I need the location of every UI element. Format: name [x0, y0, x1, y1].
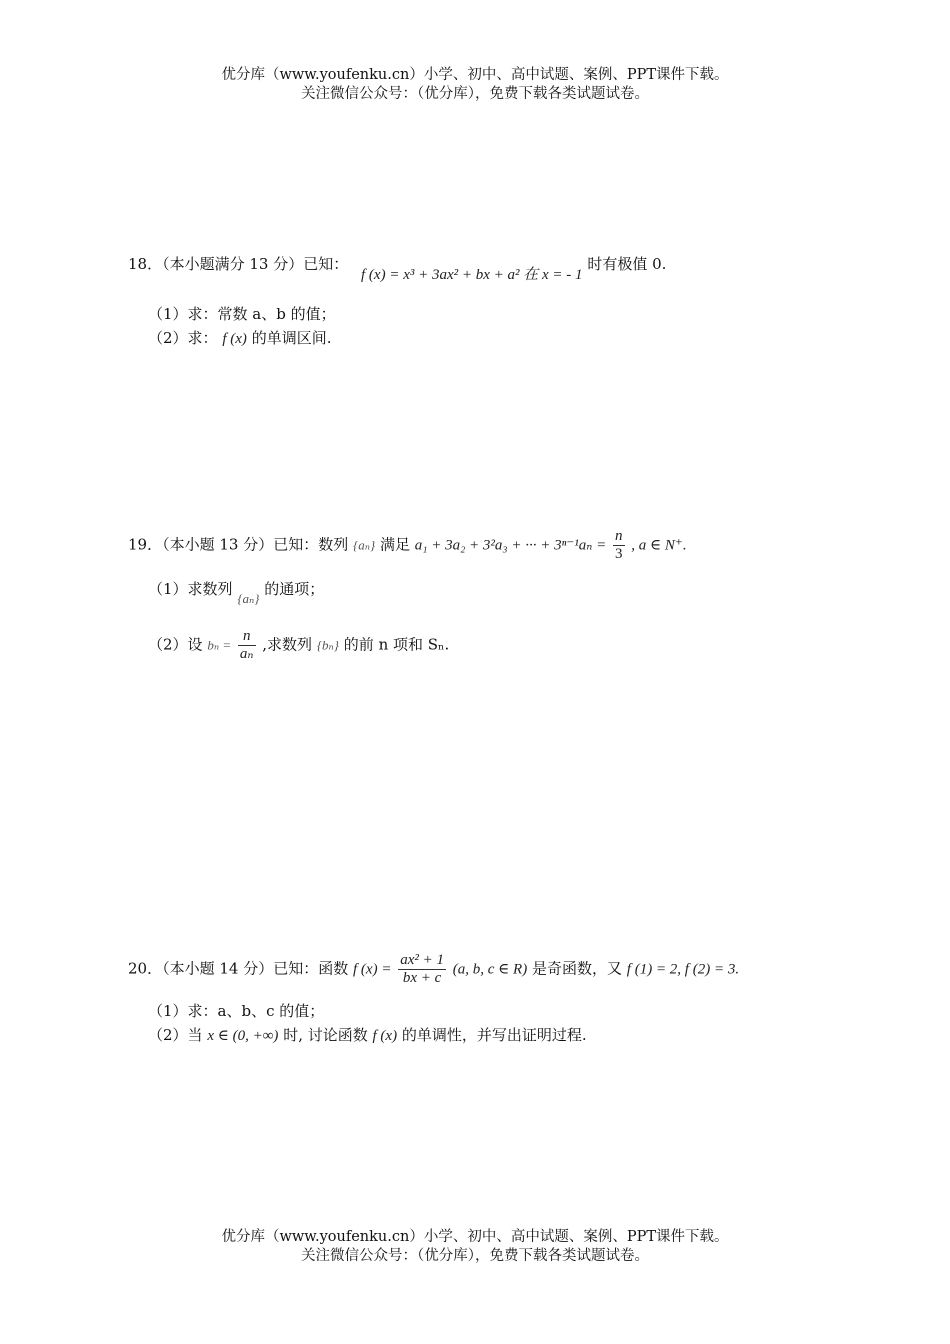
- q19-part2-frac-num: n: [238, 628, 256, 646]
- q19-part1-post: 的通项；: [264, 580, 325, 598]
- q20-part2-post: 的单调性，并写出证明过程.: [401, 1026, 587, 1044]
- q20-lead: 20．（本小题 14 分）已知：函数: [128, 959, 349, 978]
- header-line-1: 优分库（www.youfenku.cn）小学、初中、高中试题、案例、PPT课件下载。: [221, 67, 729, 83]
- q18-lead: 18．（本小题满分 13 分）已知：: [128, 255, 349, 273]
- q18-part-1: （1）求：常数 a、b 的值；: [148, 305, 336, 323]
- q20-frac-den: bx + c: [402, 970, 442, 986]
- question-18: [128, 253, 667, 283]
- q19-part2-pre: （2）设: [148, 635, 203, 654]
- question-20: [128, 952, 739, 987]
- q19-part2-bn: bₙ =: [207, 637, 232, 653]
- q18-formula: f (x) = x³ + 3ax² + bx + a² 在 x = - 1: [361, 267, 583, 283]
- header-line-2: 关注微信公众号：（优分库），免费下载各类试题试卷。: [301, 86, 649, 102]
- q20-part2-fx: f (x): [372, 1028, 398, 1044]
- q19-part-1: [148, 578, 325, 606]
- q18-tail: 时有极值 0.: [587, 255, 667, 273]
- q19-part2-frac-den: aₙ: [239, 646, 254, 662]
- q19-seq: {aₙ}: [353, 537, 376, 553]
- q20-part2-x: x ∈ (0, +∞): [207, 1028, 279, 1044]
- q19-part2-fraction: [238, 628, 256, 663]
- q19-part1-pre: （1）求数列: [148, 580, 233, 598]
- q20-part-2: [148, 1024, 587, 1045]
- q19-part2-seq: {bₙ}: [316, 637, 340, 653]
- q18-part2-post: 的单调区间.: [251, 329, 332, 347]
- q19-cond: , a ∈ N⁺.: [631, 537, 687, 554]
- page-header-top: [0, 66, 950, 104]
- q18-part2-math: f (x): [222, 331, 247, 347]
- q20-frac-num: ax² + 1: [400, 952, 444, 968]
- question-19: [128, 528, 687, 563]
- footer-line-2: 关注微信公众号：（优分库），免费下载各类试题试卷。: [301, 1248, 649, 1264]
- q19-part2-post: 的前 n 项和 Sₙ.: [343, 635, 450, 654]
- q19-mid: 满足: [379, 535, 410, 554]
- q20-part2-mid: 时, 讨论函数: [283, 1026, 368, 1044]
- q19-fraction: [613, 528, 625, 563]
- q19-part1-seq: {aₙ}: [237, 591, 260, 606]
- q20-vals: f (1) = 2, f (2) = 3.: [626, 961, 740, 978]
- q18-part2-pre: （2）求：: [148, 329, 218, 347]
- q20-fx: f (x) =: [353, 961, 392, 978]
- q20-domain: (a, b, c ∈ R): [452, 961, 528, 978]
- page-footer: [0, 1228, 950, 1266]
- q19-frac-num: n: [615, 528, 623, 544]
- q19-part2-mid: ,求数列: [262, 635, 313, 654]
- q20-part-1: （1）求：a、b、c 的值；: [148, 1002, 325, 1020]
- q19-sum: a₁ + 3a₂ + 3²a₃ + ··· + 3ⁿ⁻¹aₙ =: [414, 537, 607, 554]
- q20-mid: 是奇函数，又: [531, 959, 622, 978]
- q19-lead: 19．（本小题 13 分）已知：数列: [128, 535, 349, 554]
- q18-part-2: [148, 327, 331, 348]
- q20-fraction: [398, 952, 446, 987]
- q19-frac-den: 3: [615, 546, 623, 562]
- q20-part2-pre: （2）当: [148, 1026, 203, 1044]
- q19-part-2: [148, 628, 449, 663]
- footer-line-1: 优分库（www.youfenku.cn）小学、初中、高中试题、案例、PPT课件下载。: [221, 1229, 729, 1245]
